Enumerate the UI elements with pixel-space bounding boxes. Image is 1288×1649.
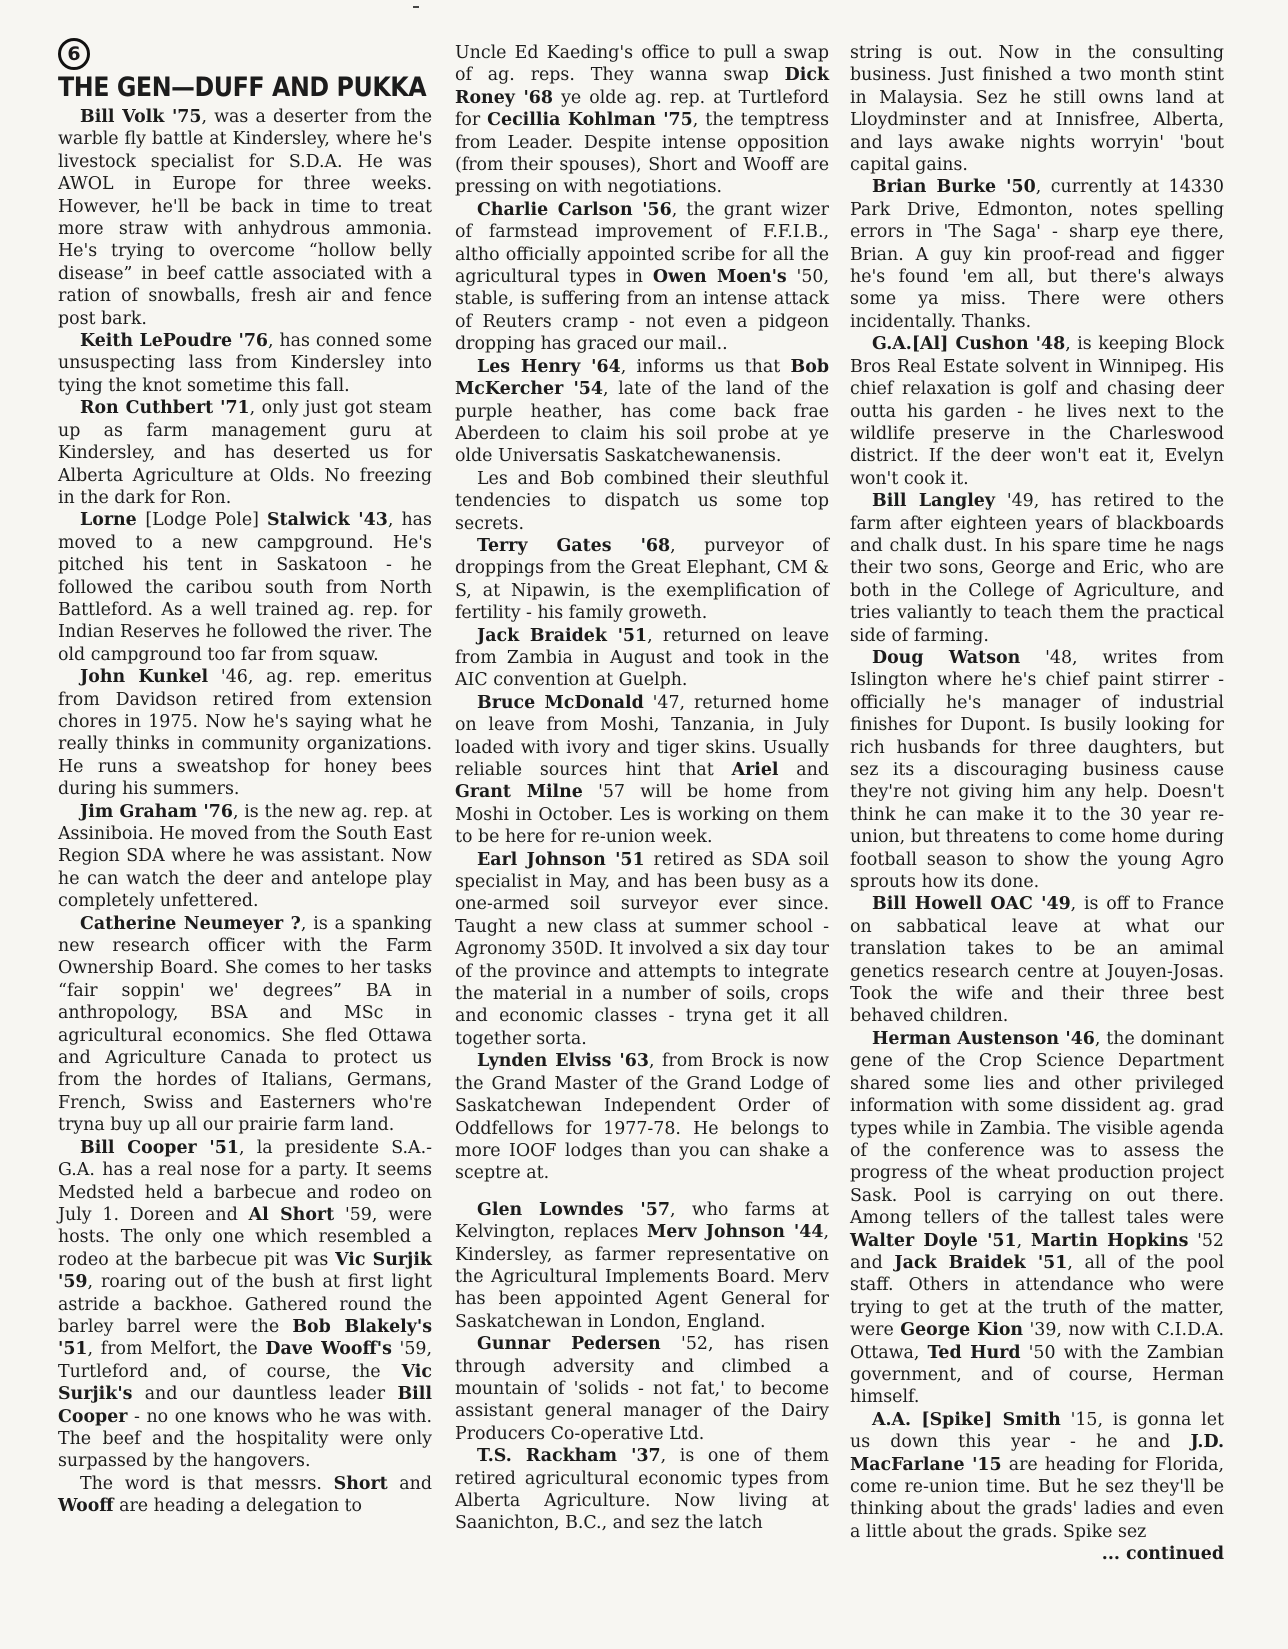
person-name: Gunnar Pedersen	[477, 1334, 661, 1355]
text-run: The word is that messrs.	[80, 1473, 334, 1494]
text-run: '52, has risen through adversity and climbed a mountain of 'solids - not fat,' to become assistant general manager of the Dairy Producers Co-operative Ltd.	[455, 1334, 829, 1444]
text-run: , from Brock is now the Grand Master of the Grand Lodge of Saskatchewan Independent Order of Oddfellows for 1977-78. He belongs to more IOOF lodges than you can shake a sceptre at.	[455, 1051, 830, 1184]
person-name: Merv Johnson '44	[647, 1222, 824, 1243]
person-name: Al Short	[248, 1204, 335, 1225]
text-run: '49, has retired to the farm after eighteen years of blackboards and chalk dust. In his spare time he nags their two sons, George and Eric, who are both in the College of Agriculture, and tries valiantly to teach them the practical side of farming.	[850, 491, 1225, 646]
paragraph	[58, 509, 432, 666]
paragraph	[850, 490, 1224, 647]
text-run: , from Melfort, the	[87, 1339, 266, 1360]
paragraph	[850, 42, 1224, 176]
paragraph	[455, 535, 829, 625]
paragraph	[850, 1409, 1224, 1543]
paragraph	[455, 1445, 829, 1535]
person-name: Glen Lowndes '57	[477, 1199, 670, 1220]
person-name: Wooff	[58, 1496, 114, 1517]
person-name: Doug Watson	[872, 647, 1021, 668]
paragraph	[850, 333, 1224, 490]
text-run: , the dominant gene of the Crop Science Department shared some lies and other privileged information with some dissident ag. grad types while in Zambia. The visible agenda of the conference was to assess the progress of the wheat production project Sask. Pool is carrying on out there. Among tellers of the tallest tales were	[850, 1028, 1225, 1229]
text-run: '48, writes from Islington where he's chief paint stirrer - officially he's manager of industrial finishes for Dupont. Is busily looking for rich husbands for three daughters, but sez its a discouraging business cause they're not giving him any help. Doesn't think he can make it to the 30 year re-union, but threatens to come home during football season to show the young Agro sprouts how its done.	[850, 647, 1224, 893]
text-run: , purveyor of droppings from the Great Elephant, CM & S, at Nipawin, is the exemplification of fertility - his family groweth.	[455, 535, 829, 624]
paragraph	[58, 1137, 432, 1473]
person-name: Bill Cooper '51	[80, 1137, 239, 1158]
paragraph	[455, 849, 829, 1051]
paragraph	[455, 468, 829, 535]
person-name: Catherine Neumeyer ?	[80, 913, 301, 934]
person-name: Bruce McDonald	[477, 692, 644, 713]
person-name: Bob McKercher '54	[455, 356, 829, 400]
person-name: A.A. [Spike] Smith	[872, 1409, 1061, 1430]
paragraph	[455, 625, 829, 692]
text-run: - no one knows who he was with. The beef and the hospitality were only surpassed by the hangovers.	[58, 1406, 432, 1472]
text-run: , returned on leave from Zambia in August and took in the AIC convention at Guelph.	[455, 625, 829, 691]
text-run: and	[778, 760, 829, 780]
text-run: Uncle Ed Kaeding's office to pull a swap of ag. reps. They wanna swap	[455, 43, 829, 86]
person-name: Vic Surjik '59	[58, 1249, 432, 1293]
person-name: Dave Wooff's	[265, 1339, 392, 1360]
person-name: Les Henry '64	[477, 356, 621, 377]
person-name: Jim Graham '76	[80, 801, 233, 822]
text-run: '59, Turtleford and, of course, the	[58, 1339, 432, 1382]
text-run: , Kindersley, as farmer representative on the Agricultural Implements Board. Merv has been appointed Agent General for Saskatchewan in London, England.	[455, 1222, 829, 1332]
person-name: Grant Milne	[455, 782, 583, 803]
column-2	[455, 42, 829, 1535]
person-name: Martin Hopkins	[1030, 1230, 1189, 1251]
paragraph	[455, 356, 829, 468]
article-headline: THE GEN—DUFF AND PUKKA	[58, 72, 427, 103]
text-run: , is keeping Block Bros Real Estate solvent in Winnipeg. His chief relaxation is golf and chasing deer outta his garden - he lives next to the wildlife preserve in the Charleswood district. If the deer won't eat it, Evelyn won't cook it.	[850, 334, 1225, 489]
text-run: '50, stable, is suffering from an intense attack of Reuters cramp - not even a pidgeon dropping has graced our mail..	[455, 267, 829, 355]
continued-note: ... continued	[1101, 1544, 1224, 1565]
person-name: Earl Johnson '51	[477, 849, 645, 870]
person-name: Keith LePoudre '76	[80, 331, 269, 352]
column-2-paragraphs	[455, 42, 829, 1535]
text-run: are heading for Florida, come re-union time. But he sez they'll be thinking about the grads' ladies and even a little about the grads. Spike sez	[850, 1454, 1224, 1542]
column-3-paragraphs	[850, 42, 1224, 1543]
person-name: Terry Gates '68	[477, 535, 671, 556]
text-run: , is the new ag. rep. at Assiniboia. He moved from the South East Region SDA where he was assistant. Now he can watch the deer and antelope play completely unfettered.	[58, 801, 432, 912]
text-run: , has moved to a new campground. He's pitched his tent in Saskatoon - he followed the caribou south from North Battleford. As a well trained ag. rep. for Indian Reserves he followed the river. The old campground too far from squaw.	[58, 510, 432, 665]
paragraph	[58, 801, 432, 913]
text-run: '47, returned home on leave from Moshi, Tanzania, in July loaded with ivory and tiger skins. Usually reliable sources hint that	[455, 692, 829, 780]
paragraph	[58, 106, 432, 330]
person-name: Bill Langley	[872, 491, 995, 512]
text-run: , informs us that	[620, 356, 791, 377]
person-name: J.D. MacFarlane '15	[850, 1432, 1224, 1475]
person-name: Bill Howell OAC '49	[872, 894, 1071, 915]
text-run: , is a spanking new research officer with the Farm Ownership Board. She comes to her tasks “fair soppin' we' degrees” BA in anthropology, BSA and MSc in agricultural economics. She fled Ottawa and Agriculture Canada to protect us from the hordes of Italians, Germans, French, Swiss and Easterners who're tryna buy up all our prairie farm land.	[58, 913, 432, 1136]
text-run: Les and Bob combined their sleuthful tendencies to dispatch us some top secrets.	[455, 468, 829, 534]
text-run: , is one of them retired agricultural economic types from Alberta Agriculture. Now living at Saanichton, B.C., and sez the latch	[455, 1446, 830, 1534]
paragraph	[455, 1050, 829, 1184]
text-run: , currently at 14330 Park Drive, Edmonton, notes spelling errors in 'The Saga' - sharp eye there, Brian. A guy kin proof-read and figger he's found 'em all, but there's always some ya miss. There were others incidentally. Thanks.	[850, 177, 1224, 332]
paragraph	[850, 893, 1224, 1027]
paragraph	[850, 647, 1224, 893]
person-name: Brian Burke '50	[872, 177, 1036, 198]
paragraph	[850, 176, 1224, 333]
text-run: and our dauntless leader	[132, 1384, 398, 1405]
text-run: [Lodge Pole]	[145, 510, 267, 531]
text-run: and	[387, 1473, 433, 1494]
person-name: Bob Blakely's '51	[58, 1316, 432, 1360]
text-run: ,	[1016, 1230, 1031, 1251]
paragraph	[58, 330, 432, 397]
text-run: , was a deserter from the warble fly battle at Kindersley, where he's livestock specialist for S.D.A. He was AWOL in Europe for three weeks. However, he'll be back in time to treat more straw with anhydrous ammonia. He's trying to overcome “hollow belly disease” in beef cattle associated with a ration of snowballs, fresh air and fence post bark.	[58, 107, 432, 329]
text-run: '50 with the Zambian government, and of course, Herman himself.	[850, 1342, 1224, 1408]
text-run: , late of the land of the purple heather, has come back frae Aberdeen to claim his soil probe at ye olde Universatis Saskatchewanensis.	[455, 379, 829, 467]
person-name: Stalwick '43	[267, 510, 388, 531]
paragraph	[58, 397, 432, 509]
paragraph	[58, 913, 432, 1137]
paragraph	[850, 1028, 1224, 1409]
text-run: string is out. Now in the consulting business. Just finished a two month stint in Malaysia. Sez he still owns land at Lloydminster and at Innisfree, Alberta, and lays awake nights worryin' 'bout capital gains.	[850, 43, 1224, 176]
paragraph	[58, 666, 432, 800]
person-name: Walter Doyle '51	[850, 1230, 1017, 1251]
paragraph	[58, 1473, 432, 1518]
person-name: Lynden Elviss '63	[477, 1051, 649, 1072]
person-name: Charlie Carlson '56	[477, 199, 672, 220]
paragraph	[455, 692, 829, 849]
page-mark	[413, 6, 419, 8]
person-name: Bill Volk '75	[80, 107, 202, 127]
text-run: '57 will be home from Moshi in October. Les is working on them to be here for re-union week.	[455, 782, 829, 848]
text-run: , all of the pool staff. Others in attendance who were trying to get at the truth of the matter, were	[850, 1252, 1225, 1341]
column-3	[850, 42, 1224, 1566]
text-run: , the grant wizer of farmstead improvement of F.F.I.B., altho officially appointed scribe for all the agricultural types in	[455, 199, 829, 288]
text-run: , la presidente S.A.-G.A. has a real nose for a party. It seems Medsted held a barbecue and rodeo on July 1. Doreen and	[58, 1137, 432, 1225]
person-name: Dick Roney '68	[455, 65, 829, 108]
column-1-paragraphs	[58, 106, 432, 1518]
paragraph	[455, 42, 829, 199]
text-run: , the temptress from Leader. Despite intense opposition (from their spouses), Short and Wooff are pressing on with negotiations.	[455, 110, 829, 198]
person-name: John Kunkel	[80, 667, 209, 688]
paragraph	[455, 1199, 829, 1333]
person-name: Cecillia Kohlman '75	[487, 110, 693, 131]
paragraph	[455, 1333, 829, 1445]
paragraph	[455, 199, 829, 356]
text-run: , is off to France on sabbatical leave at what our translation takes to be an amimal genetics research centre at Jouyen-Josas. Took the wife and their three best behaved children.	[850, 894, 1224, 1027]
person-name: Ted Hurd	[927, 1342, 1021, 1363]
text-run: , who farms at Kelvington, replaces	[455, 1199, 829, 1243]
text-run: are heading a delegation to	[113, 1496, 362, 1517]
column-1	[58, 38, 432, 1518]
text-run: , roaring out of the bush at first light astride a backhoe. Gathered round the barley barrel were the	[58, 1272, 432, 1337]
person-name: Owen Moen's	[652, 267, 787, 288]
person-name: T.S. Rackham '37	[477, 1446, 661, 1467]
person-name: Jack Braidek '51	[477, 625, 648, 646]
person-name: Ron Cuthbert '71	[80, 398, 250, 419]
text-run: , has conned some unsuspecting lass from Kindersley into tying the knot sometime this fall.	[58, 331, 432, 396]
person-name: G.A.[Al] Cushon '48	[872, 334, 1066, 355]
section-number-badge: 6	[58, 38, 90, 70]
text-run: '46, ag. rep. emeritus from Davidson retired from extension chores in 1975. Now he's saying what he really thinks in community organizations. He runs a sweatshop for honey bees during his summers.	[58, 667, 432, 800]
text-run: '59, were hosts. The only one which resembled a rodeo at the barbecue pit was	[58, 1204, 432, 1270]
person-name: Short	[333, 1473, 388, 1494]
person-name: Herman Austenson '46	[872, 1028, 1095, 1049]
text-run: ye olde ag. rep. at Turtleford for	[455, 87, 829, 131]
person-name: Vic Surjik's	[58, 1361, 432, 1405]
text-run: , only just got steam up as farm management guru at Kindersley, and has deserted us for Alberta Agriculture at Olds. No freezing in the dark for Ron.	[58, 398, 432, 508]
text-run: '15, is gonna let us down this year - he and	[850, 1409, 1224, 1453]
text-run: retired as SDA soil specialist in May, and has been busy as a one-armed soil surveyor ever since. Taught a new class at summer school - Agronomy 350D. It involved a six day tour of the province and attempts to integrate the material in a number of soils, crops and economic classes - tryna get it all together sorta.	[455, 849, 829, 1049]
text-run: '39, now with C.I.D.A. Ottawa,	[850, 1320, 1225, 1363]
person-name: Jack Braidek '51	[894, 1252, 1068, 1273]
text-run: '52 and	[850, 1230, 1224, 1273]
person-name: Ariel	[731, 760, 779, 780]
person-name: Bill Cooper	[58, 1384, 432, 1427]
person-name: Lorne	[80, 510, 146, 531]
person-name: George Kion	[900, 1320, 1024, 1341]
